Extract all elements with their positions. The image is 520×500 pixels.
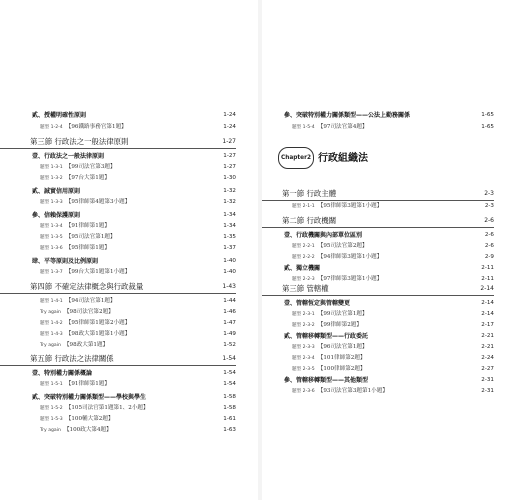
right-toc-entry: [262, 122, 494, 133]
entry-text: [40, 162, 116, 173]
question-type-tag: 題型 2-3-2: [292, 323, 315, 328]
exam-source: 【95律師第1題】: [65, 245, 110, 251]
page-number: 2-9: [484, 254, 494, 260]
page-number: 1-24: [223, 124, 236, 130]
entry-text: [292, 364, 366, 375]
entry-text: [40, 425, 112, 436]
page-number: 1-37: [223, 245, 236, 251]
right-subsection-heading: [262, 230, 494, 241]
exam-source: 【93司法官第3題第1小題】: [317, 388, 388, 394]
exam-source: 【95司法官第2題】: [317, 243, 368, 249]
heading-text: 第三節 行政法之一般法律原則: [30, 137, 129, 146]
heading-text: 壹、行政機關與內部單位區別: [284, 232, 363, 239]
left-toc-entry: [0, 296, 236, 307]
exam-source: 【98政大第1題第1小題】: [65, 331, 131, 337]
page-number: 2-14: [480, 285, 494, 292]
right-section-heading: [262, 187, 494, 201]
left-toc-entry: [0, 414, 236, 425]
page-number: 2-21: [481, 333, 494, 339]
page-number: 2-3: [484, 190, 494, 197]
left-toc-entry: [0, 307, 236, 318]
right-toc-entry: [262, 353, 494, 364]
page-number: 2-3: [484, 203, 494, 209]
question-type-tag: 題型 2-3-6: [292, 389, 315, 394]
question-type-tag: 題型 2-2-3: [292, 277, 315, 282]
chapter-title: 行政組織法: [318, 153, 368, 164]
right-section-heading: [262, 282, 494, 296]
page-number: 2-21: [481, 344, 494, 350]
heading-text: 第四節 不確定法律概念與行政裁量: [30, 282, 144, 291]
heading-text: 貳、授權明確性原則: [32, 112, 87, 119]
heading-text: 第三節 管轄權: [282, 284, 329, 293]
page-number: 2-6: [484, 243, 494, 249]
exam-source: 【91律師第1題】: [65, 223, 110, 229]
heading-text: 參、信賴保護原則: [32, 212, 81, 219]
exam-source: 【91律師第1題】: [65, 381, 110, 387]
question-type-tag: Try again: [40, 310, 61, 315]
page-number: 1-32: [223, 188, 236, 194]
left-subsection-heading: [0, 186, 236, 197]
page-number: 2-6: [484, 217, 494, 224]
question-type-tag: 題型 1-3-1: [40, 165, 63, 170]
heading-text: 參、突破特別權力關係類型——公法上勤務關係: [284, 112, 411, 119]
right-page: [262, 0, 520, 500]
entry-text: [40, 414, 114, 425]
page-number: 2-24: [481, 355, 494, 361]
page-number: 1-54: [222, 355, 236, 362]
exam-source: 【99司法官第1題】: [317, 311, 368, 317]
heading-text: 參、管轄移轉類型——其他類型: [284, 377, 369, 384]
heading-text: 第二節 行政機關: [282, 216, 337, 225]
question-type-tag: 題型 1-4-2: [40, 321, 63, 326]
heading-text: 壹、管轄恆定與管轄變更: [284, 300, 351, 307]
question-type-tag: 題型 1-5-2: [40, 406, 63, 411]
heading-text: 第一節 行政主體: [282, 189, 337, 198]
right-toc-entry: [262, 309, 494, 320]
left-toc-entry: [0, 403, 236, 414]
left-toc-entry: [0, 425, 236, 436]
right-toc-entry: [262, 201, 494, 212]
question-type-tag: 題型 1-5-1: [40, 382, 63, 387]
exam-source: 【97台大第1題】: [65, 175, 110, 181]
question-type-tag: Try again: [40, 428, 61, 433]
heading-text: 壹、特別權力關係概論: [32, 370, 93, 377]
question-type-tag: 題型 1-3-2: [40, 176, 63, 181]
page-number: 1-30: [223, 175, 236, 181]
exam-source: 【100政大第4題】: [63, 427, 112, 433]
page-number: 1-58: [223, 405, 236, 411]
entry-text: [292, 122, 368, 133]
page-number: 1-49: [223, 331, 236, 337]
question-type-tag: 題型 1-4-1: [40, 299, 63, 304]
page-number: 1-40: [223, 258, 236, 264]
heading-text: 貳、誠實信用原則: [32, 188, 81, 195]
right-subsection-heading: [262, 110, 494, 121]
page-number: 1-63: [223, 427, 236, 433]
page-number: 1-27: [223, 153, 236, 159]
page-number: 1-27: [222, 138, 236, 145]
left-toc-entry: [0, 122, 236, 133]
question-type-tag: 題型 1-5-3: [40, 417, 63, 422]
left-subsection-heading: [0, 110, 236, 121]
right-toc-entry: [262, 252, 494, 263]
entry-text: [40, 232, 116, 243]
left-section-heading: [0, 135, 236, 149]
exam-source: 【98政大第1題】: [63, 342, 109, 348]
page-number: 1-34: [223, 212, 236, 218]
page-number: 2-6: [484, 232, 494, 238]
right-subsection-heading: [262, 331, 494, 342]
heading-text: 第五節 行政法之法律關係: [30, 354, 114, 363]
page-number: 2-27: [481, 366, 494, 372]
entry-text: [40, 197, 130, 208]
question-type-tag: Try again: [40, 343, 61, 348]
question-type-tag: 題型 1-5-4: [292, 125, 315, 130]
left-subsection-heading: [0, 151, 236, 162]
page-number: 1-43: [222, 283, 236, 290]
left-toc-entry: [0, 221, 236, 232]
entry-text: [40, 296, 116, 307]
exam-source: 【100輔大第2題】: [65, 416, 114, 422]
question-type-tag: 題型 1-4-3: [40, 332, 63, 337]
chapter-badge: Chapter2: [278, 147, 314, 169]
exam-source: 【100律師第2題】: [317, 366, 366, 372]
page-number: 2-11: [481, 265, 494, 271]
page-number: 1-24: [223, 112, 236, 118]
question-type-tag: 題型 1-2-4: [40, 125, 63, 130]
right-subsection-heading: [262, 298, 494, 309]
left-toc-entry: [0, 232, 236, 243]
exam-source: 【97律師第3題第1小題】: [317, 276, 383, 282]
page-number: 1-47: [223, 320, 236, 326]
exam-source: 【97司法官第4題】: [317, 124, 368, 130]
entry-text: [292, 241, 368, 252]
page-number: 1-65: [481, 124, 494, 130]
right-toc-entry: [262, 364, 494, 375]
question-type-tag: 題型 1-3-3: [40, 200, 63, 205]
entry-text: [292, 342, 368, 353]
page-number: 2-11: [481, 276, 494, 282]
page-number: 1-34: [223, 223, 236, 229]
left-section-heading: [0, 280, 236, 294]
exam-source: 【95律師第3題第1小題】: [317, 203, 383, 209]
right-subsection-heading: [262, 263, 494, 274]
exam-source: 【95司法官第1題】: [65, 234, 116, 240]
exam-source: 【96鐵路事務官第1題】: [65, 124, 127, 130]
left-toc-entry: [0, 173, 236, 184]
heading-text: 肆、平等原則及比例原則: [32, 258, 99, 265]
entry-text: [292, 386, 388, 397]
right-toc-entry: [262, 386, 494, 397]
page-number: 1-52: [223, 342, 236, 348]
question-type-tag: 題型 2-3-5: [292, 367, 315, 372]
right-section-heading: [262, 214, 494, 228]
left-subsection-heading: [0, 210, 236, 221]
left-toc-entry: [0, 318, 236, 329]
right-subsection-heading: [262, 375, 494, 386]
page-number: 1-27: [223, 164, 236, 170]
entry-text: [40, 307, 114, 318]
question-type-tag: 題型 2-3-3: [292, 345, 315, 350]
page-number: 2-31: [481, 388, 494, 394]
entry-text: [292, 201, 382, 212]
page-number: 1-58: [223, 394, 236, 400]
entry-text: [40, 243, 110, 254]
question-type-tag: 題型 1-3-5: [40, 235, 63, 240]
left-subsection-heading: [0, 392, 236, 403]
heading-text: 貳、管轄移轉類型——行政委託: [284, 333, 369, 340]
left-toc-entry: [0, 329, 236, 340]
question-type-tag: 題型 1-3-6: [40, 246, 63, 251]
exam-source: 【99司法官第3題】: [65, 164, 116, 170]
entry-text: [292, 309, 368, 320]
left-toc-entry: [0, 197, 236, 208]
page-number: 1-32: [223, 199, 236, 205]
exam-source: 【99律師第2題】: [317, 322, 362, 328]
page-number: 2-17: [481, 322, 494, 328]
question-type-tag: 題型 2-2-2: [292, 255, 315, 260]
entry-text: [40, 340, 108, 351]
left-toc-entry: [0, 379, 236, 390]
page-number: 2-14: [481, 300, 494, 306]
question-type-tag: 題型 2-3-1: [292, 312, 315, 317]
left-subsection-heading: [0, 256, 236, 267]
exam-source: 【101律師第2題】: [317, 355, 366, 361]
left-toc-entry: [0, 340, 236, 351]
question-type-tag: 題型 1-3-4: [40, 224, 63, 229]
heading-text: 貳、獨立機關: [284, 265, 321, 272]
left-toc-entry: [0, 243, 236, 254]
exam-source: 【99台大第1題第1小題】: [65, 269, 131, 275]
page-number: 2-14: [481, 311, 494, 317]
question-type-tag: 題型 2-3-4: [292, 356, 315, 361]
entry-text: [40, 318, 130, 329]
page-number: 2-31: [481, 377, 494, 383]
exam-source: 【95律師第4題第3小題】: [65, 199, 131, 205]
page-number: 1-44: [223, 298, 236, 304]
entry-text: [40, 122, 127, 133]
entry-text: [292, 320, 362, 331]
entry-text: [40, 403, 149, 414]
exam-source: 【95律師第1題第2小題】: [65, 320, 131, 326]
entry-text: [292, 252, 382, 263]
page-number: 1-54: [223, 381, 236, 387]
right-toc-entry: [262, 241, 494, 252]
entry-text: [40, 221, 110, 232]
page-number: 1-54: [223, 370, 236, 376]
exam-source: 【94司法官第1題】: [65, 298, 116, 304]
heading-text: 貳、突破特別權力關係類型——學校與學生: [32, 394, 147, 401]
exam-source: 【96司法官第1題】: [317, 344, 368, 350]
page-number: 1-40: [223, 269, 236, 275]
left-section-heading: [0, 352, 236, 366]
page-number: 1-46: [223, 309, 236, 315]
entry-text: [292, 353, 366, 364]
page-number: 1-65: [481, 112, 494, 118]
page-number: 1-61: [223, 416, 236, 422]
question-type-tag: 題型 1-3-7: [40, 270, 63, 275]
exam-source: 【98司法官第2題】: [63, 309, 114, 315]
left-toc-entry: [0, 162, 236, 173]
entry-text: [40, 267, 130, 278]
left-subsection-heading: [0, 368, 236, 379]
right-toc-entry: [262, 342, 494, 353]
exam-source: 【94律師第3題第1小題】: [317, 254, 383, 260]
question-type-tag: 題型 2-2-1: [292, 244, 315, 249]
exam-source: 【105司法官第1題第1、2小題】: [65, 405, 149, 411]
left-toc-entry: [0, 267, 236, 278]
page-number: 1-35: [223, 234, 236, 240]
entry-text: [40, 379, 110, 390]
entry-text: [40, 173, 110, 184]
left-page: [0, 0, 258, 500]
heading-text: 壹、行政法之一般法律原則: [32, 153, 105, 160]
question-type-tag: 題型 2-1-1: [292, 204, 315, 209]
right-toc-entry: [262, 320, 494, 331]
entry-text: [40, 329, 130, 340]
